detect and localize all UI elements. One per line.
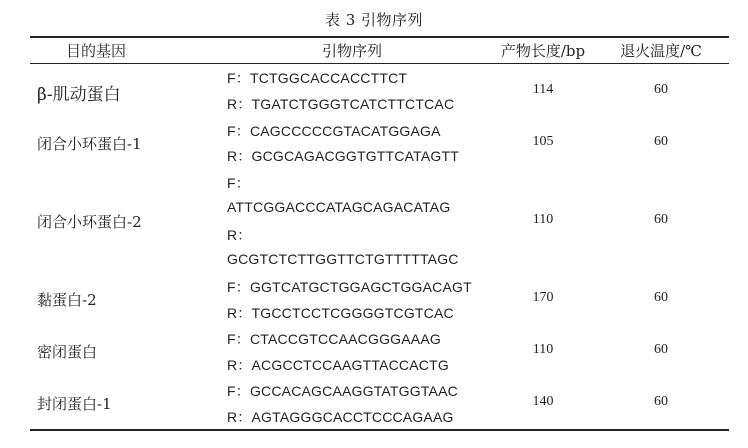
product-length: 170 (532, 290, 554, 305)
gene-name: 黏蛋白-2 (37, 291, 97, 309)
header-primer: 引物序列 (321, 42, 383, 60)
primer-line: F： (227, 175, 250, 191)
gene-name: 闭合小环蛋白-2 (37, 213, 142, 231)
product-length: 140 (532, 394, 554, 409)
primer-line: F：CAGCCCCCGTACATGGAGA (227, 123, 441, 139)
primer-line: R：TGCCTCCTCGGGGTCGTCAC (227, 305, 454, 321)
bottom-rule (30, 429, 729, 431)
annealing-temp: 60 (654, 134, 668, 149)
header-gene: 目的基因 (65, 42, 127, 60)
annealing-temp: 60 (654, 212, 668, 227)
annealing-temp: 60 (654, 290, 668, 305)
product-length: 110 (532, 212, 554, 227)
primer-line: R：TGATCTGGGTCATCTTCTCAC (227, 96, 455, 112)
top-rule (30, 36, 729, 38)
primer-line: F：CTACCGTCCAACGGGAAAG (227, 331, 441, 347)
header-temp: 退火温度/℃ (620, 42, 702, 60)
annealing-temp: 60 (654, 342, 668, 357)
primer-line: ATTCGGACCCATAGCAGACATAG (227, 199, 451, 215)
primer-line: R：GCGCAGACGGTGTTCATAGTT (227, 148, 459, 164)
primer-line: F：GGTCATGCTGGAGCTGGACAGT (227, 279, 472, 295)
primer-line: R：ACGCCTCCAAGTTACCACTG (227, 357, 449, 373)
product-length: 110 (532, 342, 554, 357)
primer-line: GCGTCTCTTGGTTCTGTTTTTAGC (227, 251, 459, 267)
annealing-temp: 60 (654, 394, 668, 409)
product-length: 114 (532, 82, 554, 97)
gene-name: 封闭蛋白-1 (37, 395, 112, 413)
primer-line: R： (227, 227, 252, 243)
annealing-temp: 60 (654, 82, 668, 97)
gene-name: 闭合小环蛋白-1 (37, 135, 142, 153)
gene-name: 密闭蛋白 (37, 343, 98, 361)
product-length: 105 (532, 134, 554, 149)
table-caption: 表 3 引物序列 (324, 11, 424, 29)
header-rule (30, 63, 729, 64)
header-length: 产物长度/bp (500, 42, 586, 60)
gene-name: β-肌动蛋白 (37, 85, 121, 105)
primer-line: F：TCTGGCACCACCTTCT (227, 70, 408, 86)
primer-line: F：GCCACAGCAAGGTATGGTAAC (227, 383, 458, 399)
primer-line: R：AGTAGGGCACCTCCCAGAAG (227, 409, 454, 425)
